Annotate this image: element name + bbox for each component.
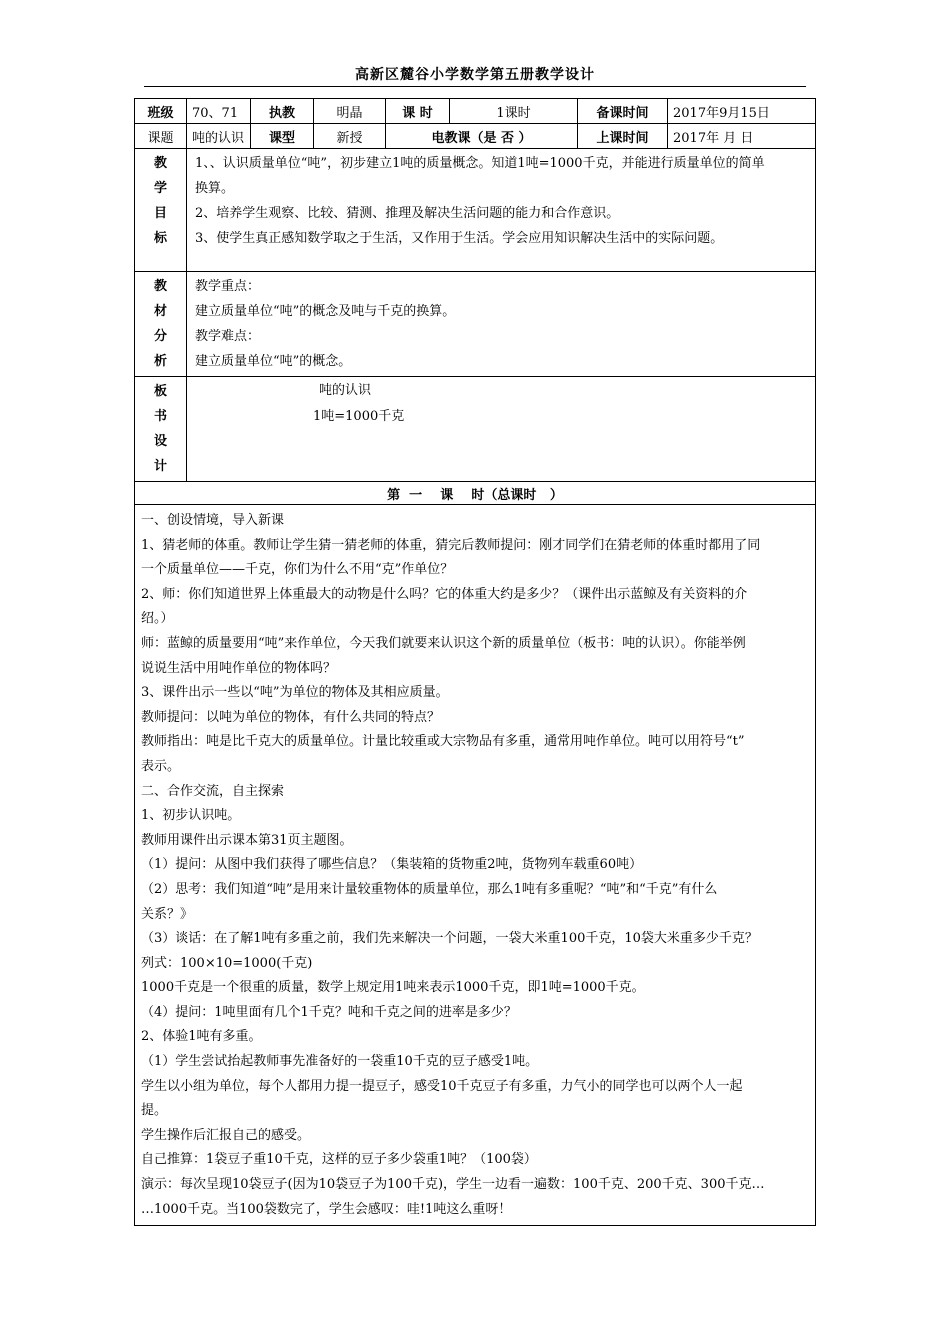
board-label-char: 板 — [153, 384, 167, 399]
board-label — [135, 377, 187, 482]
process-line: 学生操作后汇报自己的感受。 — [141, 1127, 311, 1143]
goals-line: 2、培养学生观察、比较、猜测、推理及解决生活问题的能力和合作意识。 — [195, 206, 620, 221]
row-lesson-title — [135, 482, 816, 505]
teaching-process — [135, 505, 816, 1226]
analysis-line: 建立质量单位“吨”的概念及吨与千克的换算。 — [195, 304, 456, 319]
analysis-label-char: 分 — [153, 329, 167, 344]
process-line: （1）学生尝试抬起教师事先准备好的一袋重10千克的豆子感受1吨。 — [141, 1054, 539, 1070]
process-line: 教师用课件出示课本第31页主题图。 — [141, 832, 353, 848]
process-line: 自己推算：1袋豆子重10千克，这样的豆子多少袋重1吨？（100袋） — [141, 1152, 537, 1168]
process-line: 一、创设情境，导入新课 — [141, 513, 285, 528]
process-line: 教师提问：以吨为单位的物体，有什么共同的特点？ — [141, 709, 441, 725]
board-area — [187, 377, 815, 473]
process-line: 演示：每次呈现10袋豆子(因为10袋豆子为100千克)，学生一边看一遍数：100千克、200千克、300千克… — [141, 1177, 765, 1193]
process-line: 二、合作交流，自主探索 — [141, 783, 285, 799]
process-line: （3）谈话：在了解1吨有多重之前，我们先来解决一个问题，一袋大米重100千克，10袋大米重多少千克？ — [141, 931, 758, 947]
process-line: 3、课件出示一些以“吨”为单位的物体及其相应质量。 — [141, 685, 449, 701]
process-line: 绍。） — [141, 611, 174, 627]
class-time-value: 2017年 月 日 — [668, 124, 816, 149]
goals-line: 1、、认识质量单位“吨”，初步建立1吨的质量概念。知道1吨=1000千克，并能进行质量单位的简单 — [195, 156, 765, 171]
row-board — [135, 377, 816, 482]
teacher-value: 明晶 — [314, 99, 386, 124]
process-line: 师：蓝鲸的质量要用“吨”来作单位，今天我们就要来认识这个新的质量单位（板书：吨的认识）。你能举例 — [141, 635, 746, 651]
process-line: （4）提问：1吨里面有几个1千克？吨和千克之间的进率是多少？ — [141, 1004, 517, 1020]
class-label: 班级 — [135, 99, 187, 124]
process-line: 说说生活中用吨作单位的物体吗？ — [141, 660, 337, 676]
lesson-title: 第 一 课 时（总课时 ） — [135, 482, 816, 505]
goals-label-char: 教 — [153, 156, 167, 171]
prep-time-value: 2017年9月15日 — [668, 99, 816, 124]
board-content — [187, 377, 816, 482]
lesson-plan-table — [134, 98, 816, 1226]
goals-label-char: 标 — [153, 231, 167, 246]
process-line: （2）思考：我们知道“吨”是用来计量较重物体的质量单位，那么1吨有多重呢？“吨”和“千克”有什么 — [141, 881, 718, 897]
electronic-lesson-label: 电教课（是 否 ） — [386, 124, 578, 149]
process-line: 教师指出：吨是比千克大的质量单位。计量比较重或大宗物品有多重，通常用吨作单位。吨可以用符号“t” — [141, 734, 745, 750]
analysis-line: 建立质量单位“吨”的概念。 — [195, 354, 352, 369]
row-topic-info — [135, 124, 816, 149]
goals-line: 换算。 — [195, 181, 235, 196]
row-class-info — [135, 99, 816, 124]
board-label-char: 书 — [153, 409, 167, 424]
process-line: 列式：100×10=1000(千克) — [141, 955, 313, 971]
board-line-formula: 1吨=1000千克 — [313, 409, 405, 424]
process-line: 提。 — [141, 1103, 168, 1119]
analysis-label-char: 教 — [153, 279, 167, 294]
process-line: 1、猜老师的体重。教师让学生猜一猜老师的体重，猜完后教师提问：刚才同学们在猜老师的体重时都用了同 — [141, 537, 761, 553]
board-label-char: 计 — [153, 459, 167, 474]
process-line: …1000千克。当100袋数完了，学生会感叹：哇!1吨这么重呀！ — [141, 1201, 512, 1217]
type-label: 课型 — [251, 124, 314, 149]
prep-time-label: 备课时间 — [578, 99, 668, 124]
goals-content — [187, 149, 816, 272]
goals-label — [135, 149, 187, 272]
board-label-char: 设 — [153, 434, 167, 449]
process-line: 2、体验1吨有多重。 — [141, 1029, 262, 1045]
analysis-label-char: 材 — [153, 304, 167, 319]
hours-value: 1课时 — [450, 99, 578, 124]
analysis-line: 教学重点： — [195, 279, 261, 294]
process-line: 一个质量单位——千克，你们为什么不用“克”作单位？ — [141, 562, 454, 578]
analysis-content — [187, 272, 816, 377]
analysis-label — [135, 272, 187, 377]
board-line-title: 吨的认识 — [319, 383, 372, 398]
analysis-line: 教学难点： — [195, 329, 261, 344]
topic-label: 课题 — [135, 124, 187, 149]
row-process — [135, 505, 816, 1226]
process-line: 关系？》 — [141, 906, 194, 922]
topic-value: 吨的认识 — [187, 124, 251, 149]
row-analysis — [135, 272, 816, 377]
goals-label-char: 目 — [153, 206, 167, 221]
process-line: 学生以小组为单位，每个人都用力提一提豆子，感受10千克豆子有多重，力气小的同学也可以两个人一起 — [141, 1078, 743, 1094]
process-line: （1）提问：从图中我们获得了哪些信息？（集装箱的货物重2吨，货物列车载重60吨） — [141, 857, 643, 873]
analysis-label-char: 析 — [153, 354, 167, 369]
class-value: 70、71 — [187, 99, 251, 124]
goals-line: 3、使学生真正感知数学取之于生活，又作用于生活。学会应用知识解决生活中的实际问题。 — [195, 231, 724, 246]
hours-label: 课 时 — [386, 99, 450, 124]
class-time-label: 上课时间 — [578, 124, 668, 149]
page-header-title: 高新区麓谷小学数学第五册教学设计 — [144, 64, 806, 87]
process-line: 1000千克是一个很重的质量，数学上规定用1吨来表示1000千克，即1吨=1000千克。 — [141, 980, 645, 996]
row-goals — [135, 149, 816, 272]
process-line: 2、师：你们知道世界上体重最大的动物是什么吗？它的体重大约是多少？（课件出示蓝鲸及有关资料的介 — [141, 586, 748, 602]
type-value: 新授 — [314, 124, 386, 149]
goals-label-char: 学 — [153, 181, 167, 196]
process-line: 1、初步认识吨。 — [141, 808, 241, 824]
process-line: 表示。 — [141, 758, 181, 774]
teacher-label: 执教 — [251, 99, 314, 124]
